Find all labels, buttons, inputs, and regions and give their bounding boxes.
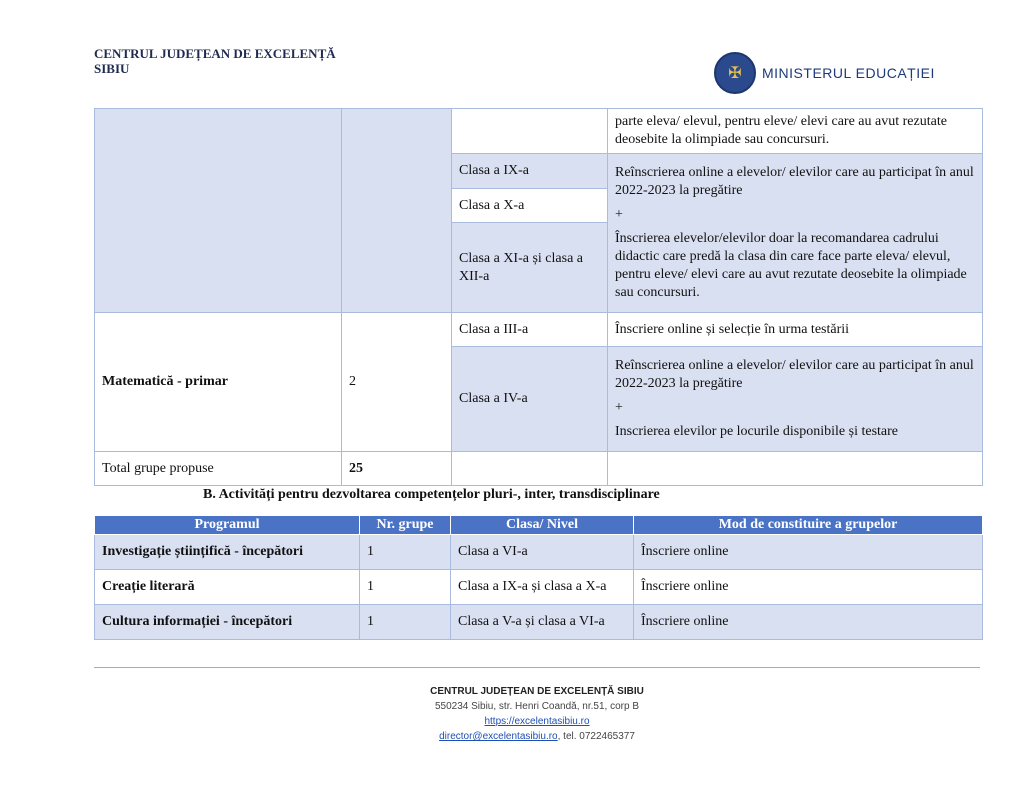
- cell-method: parte eleva/ elevul, pentru eleve/ elevi care au avut rezutate deosebite la olimpiade sau concursuri.: [608, 109, 983, 154]
- method-text: Inscrierea elevilor pe locurile disponibile și testare: [615, 424, 899, 439]
- table-row: [95, 570, 983, 605]
- section-b-heading: B. Activități pentru dezvoltarea competențelor pluri-, inter, transdisciplinare: [203, 487, 660, 502]
- coat-of-arms-icon: ✠: [714, 52, 756, 94]
- cell-empty: [452, 452, 608, 486]
- header-class: Clasa/ Nivel: [451, 516, 634, 535]
- cell-class: Clasa a XI-a și clasa a XII-a: [452, 223, 608, 313]
- activities-table: [94, 515, 983, 640]
- table-row: [95, 313, 983, 347]
- cell-groups: 2: [342, 313, 452, 452]
- cell-groups: 1: [360, 605, 451, 640]
- header-program: Programul: [95, 516, 360, 535]
- cell-method: [608, 347, 983, 452]
- table-row: [95, 535, 983, 570]
- cell-empty: [452, 109, 608, 154]
- footer-email-link[interactable]: director@excelentasibiu.ro: [439, 731, 558, 742]
- cell-method: Înscriere online: [634, 570, 983, 605]
- footer-website-link[interactable]: https://excelentasibiu.ro: [484, 716, 590, 727]
- cell-class: Clasa a X-a: [452, 189, 608, 223]
- footer-divider: [94, 667, 980, 668]
- ministry-logo: [714, 52, 935, 94]
- total-label: Total grupe propuse: [95, 452, 342, 486]
- header-title-line1: CENTRUL JUDEȚEAN DE EXCELENȚĂ: [94, 46, 336, 61]
- header-title-line2: SIBIU: [94, 61, 130, 76]
- cell-method: Înscriere online: [634, 605, 983, 640]
- table-row: [95, 605, 983, 640]
- cell-method: [608, 154, 983, 313]
- footer: [0, 684, 1024, 744]
- cell-program: Investigație științifică - începători: [95, 535, 360, 570]
- header-title: [94, 46, 336, 76]
- cell-empty: [342, 109, 452, 313]
- method-text: Reînscrierea online a elevelor/ elevilor care au participat în anul 2022-2023 la pregătire: [615, 165, 974, 198]
- footer-address: 550234 Sibiu, str. Henri Coandă, nr.51, corp B: [434, 701, 639, 712]
- cell-program: Matematică - primar: [95, 313, 342, 452]
- header-method: Mod de constituire a grupelor: [634, 516, 983, 535]
- table-row: [95, 109, 983, 154]
- cell-class: Clasa a III-a: [452, 313, 608, 347]
- plus-sign: +: [615, 207, 623, 222]
- cell-class: Clasa a IX-a: [452, 154, 608, 189]
- table-header-row: [95, 516, 983, 535]
- total-row: [95, 452, 983, 486]
- cell-method: Înscriere online și selecție în urma testării: [608, 313, 983, 347]
- plus-sign: +: [615, 400, 623, 415]
- footer-org: CENTRUL JUDEȚEAN DE EXCELENȚĂ SIBIU: [430, 686, 644, 697]
- method-text: Reînscrierea online a elevelor/ elevilor care au participat în anul 2022-2023 la pregătire: [615, 358, 974, 391]
- cell-groups: 1: [360, 570, 451, 605]
- cell-class: Clasa a V-a și clasa a VI-a: [451, 605, 634, 640]
- header-groups: Nr. grupe: [360, 516, 451, 535]
- cell-program: Cultura informației - începători: [95, 605, 360, 640]
- cell-program: Creație literară: [95, 570, 360, 605]
- footer-phone: , tel. 0722465377: [557, 731, 635, 742]
- cell-groups: 1: [360, 535, 451, 570]
- groups-table: [94, 108, 983, 486]
- cell-method: Înscriere online: [634, 535, 983, 570]
- ministry-name: MINISTERUL EDUCAȚIEI: [762, 65, 935, 81]
- cell-empty: [95, 109, 342, 313]
- method-text: Înscrierea elevelor/elevilor doar la recomandarea cadrului didactic care predă la clasa din care face parte eleva/ elevul, pentru eleve/ elevi care au avut rezutate deosebite la olimpiade sau concursuri.: [615, 231, 967, 300]
- cell-class: Clasa a IV-a: [452, 347, 608, 452]
- cell-class: Clasa a VI-a: [451, 535, 634, 570]
- cell-empty: [608, 452, 983, 486]
- cell-class: Clasa a IX-a și clasa a X-a: [451, 570, 634, 605]
- total-value: 25: [342, 452, 452, 486]
